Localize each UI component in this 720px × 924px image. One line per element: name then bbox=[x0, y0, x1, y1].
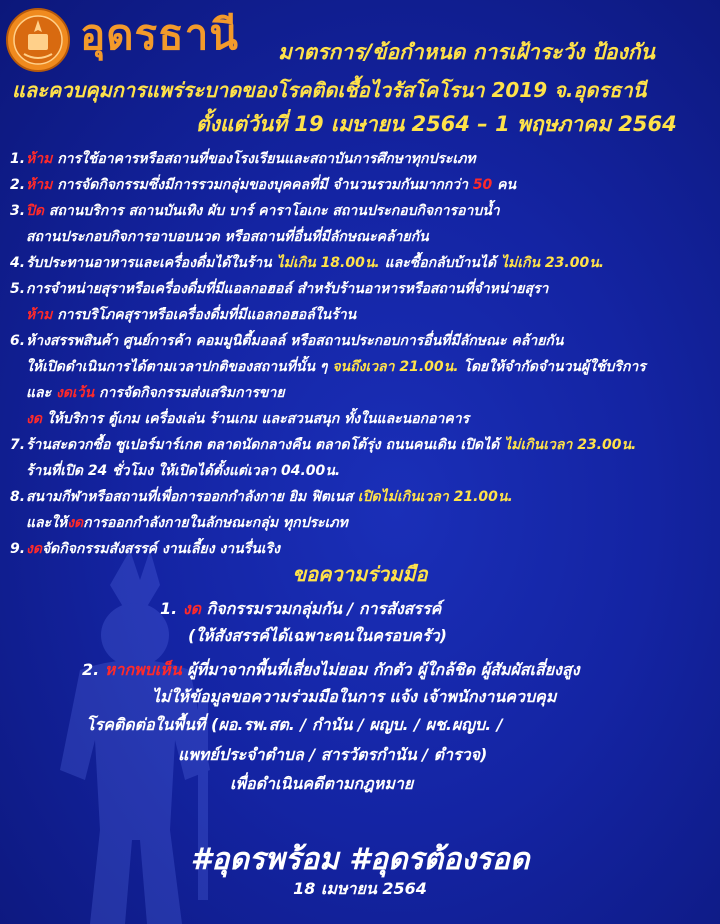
measure-6-cont-2: และ งดเว้น การจัดกิจกรรมส่งเสริมการขาย bbox=[26, 385, 285, 401]
measure-1: 1.ห้าม การใช้อาคารหรือสถานที่ของโรงเรียนและสถาบันการศึกษาทุกประเภท bbox=[10, 151, 476, 167]
brand-title: อุดรธานี bbox=[80, 10, 239, 59]
issue-date: 18 เมษายน 2564 bbox=[293, 879, 427, 898]
measure-6: 6.ห้างสรรพสินค้า ศูนย์การค้า คอมมูนิตี้มอลล์ หรือสถานประกอบการอื่นที่มีลักษณะ คล้ายกัน bbox=[10, 333, 564, 349]
measure-5: 5.การจำหน่ายสุราหรือเครื่องดื่มที่มีแอลกอฮอล์ สำหรับร้านอาหารหรือสถานที่จำหน่ายสุรา bbox=[10, 281, 549, 297]
header-line-2: และควบคุมการแพร่ระบาดของโรคติดเชื้อไวรัสโคโรนา 2019 จ.อุดรธานี bbox=[12, 78, 647, 102]
measure-4: 4.รับประทานอาหารและเครื่องดื่มได้ในร้าน ไม่เกิน 18.00น. และซื้อกลับบ้านได้ ไม่เกิน 23.00น. bbox=[10, 255, 605, 271]
coop-line-2: (ให้สังสรรค์ได้เฉพาะคนในครอบครัว) bbox=[188, 626, 447, 645]
header bbox=[0, 0, 720, 140]
hashtags: #อุดรพร้อม #อุดรต้องรอด bbox=[190, 842, 530, 877]
measure-8-cont: และให้งดการออกกำลังกายในลักษณะกลุ่ม ทุกประเภท bbox=[26, 515, 348, 531]
coop-line-7: เพื่อดำเนินคดีตามกฎหมาย bbox=[230, 774, 414, 793]
measure-8: 8.สนามกีฬาหรือสถานที่เพื่อการออกกำลังกาย ยิม ฟิตเนส เปิดไม่เกินเวลา 21.00น. bbox=[10, 489, 513, 505]
measure-6-cont-1: ให้เปิดดำเนินการได้ตามเวลาปกติของสถานที่นั้น ๆ จนถึงเวลา 21.00น. โดยให้จำกัดจำนวนผู้ใช้บริการ bbox=[26, 359, 646, 375]
coop-line-6: แพทย์ประจำตำบล / สารวัตรกำนัน / ตำรวจ) bbox=[178, 745, 488, 764]
header-line-1: มาตรการ/ข้อกำหนด การเฝ้าระวัง ป้องกัน bbox=[278, 40, 655, 64]
measure-2: 2.ห้าม การจัดกิจกรรมซึ่งมีการรวมกลุ่มของบุคคลที่มี จำนวนรวมกันมากกว่า 50 คน bbox=[10, 177, 517, 193]
cooperation-section bbox=[0, 560, 720, 588]
measures-list bbox=[10, 146, 716, 562]
measure-3-cont: สถานประกอบกิจการอาบอบนวด หรือสถานที่อื่นที่มีลักษณะคล้ายกัน bbox=[26, 229, 429, 245]
udon-thani-province-seal bbox=[6, 8, 70, 72]
measure-7: 7.ร้านสะดวกซื้อ ซูเปอร์มาร์เกต ตลาดนัดกลางคืน ตลาดโต้รุ่ง ถนนคนเดิน เปิดได้ ไม่เกินเวลา 23.00น. bbox=[10, 437, 637, 453]
measure-6-cont-3: งด ให้บริการ ตู้เกม เครื่องเล่น ร้านเกม และสวนสนุก ทั้งในและนอกอาคาร bbox=[26, 411, 470, 427]
measure-3: 3.ปิด สถานบริการ สถานบันเทิง ผับ บาร์ คาราโอเกะ สถานประกอบกิจการอาบน้ำ bbox=[10, 203, 500, 219]
measure-9: 9.งดจัดกิจกรรมสังสรรค์ งานเลี้ยง งานรื่นเริง bbox=[10, 541, 280, 557]
coop-line-3: 2. หากพบเห็น ผู้ที่มาจากพื้นที่เสี่ยงไม่ยอม กักตัว ผู้ใกล้ชิด ผู้สัมผัสเสี่ยงสูง bbox=[82, 660, 580, 679]
coop-line-1: 1. งด กิจกรรมรวมกลุ่มกัน / การสังสรรค์ bbox=[160, 599, 442, 618]
coop-line-5: โรคติดต่อในพื้นที่ (ผอ.รพ.สต. / กำนัน / ผญบ. / ผช.ผญบ. / bbox=[86, 715, 503, 734]
header-line-3: ตั้งแต่วันที่ 19 เมษายน 2564 – 1 พฤษภาคม 2564 bbox=[196, 112, 677, 136]
measure-5-cont: ห้าม การบริโภคสุราหรือเครื่องดื่มที่มีแอลกอฮอล์ในร้าน bbox=[26, 307, 357, 323]
coop-line-4: ไม่ให้ข้อมูลขอความร่วมมือในการ แจ้ง เจ้าพนักงานควบคุม bbox=[152, 687, 557, 706]
measure-7-cont: ร้านที่เปิด 24 ชั่วโมง ให้เปิดได้ตั้งแต่เวลา 04.00น. bbox=[26, 463, 341, 479]
cooperation-title: ขอความร่วมมือ bbox=[292, 562, 428, 586]
